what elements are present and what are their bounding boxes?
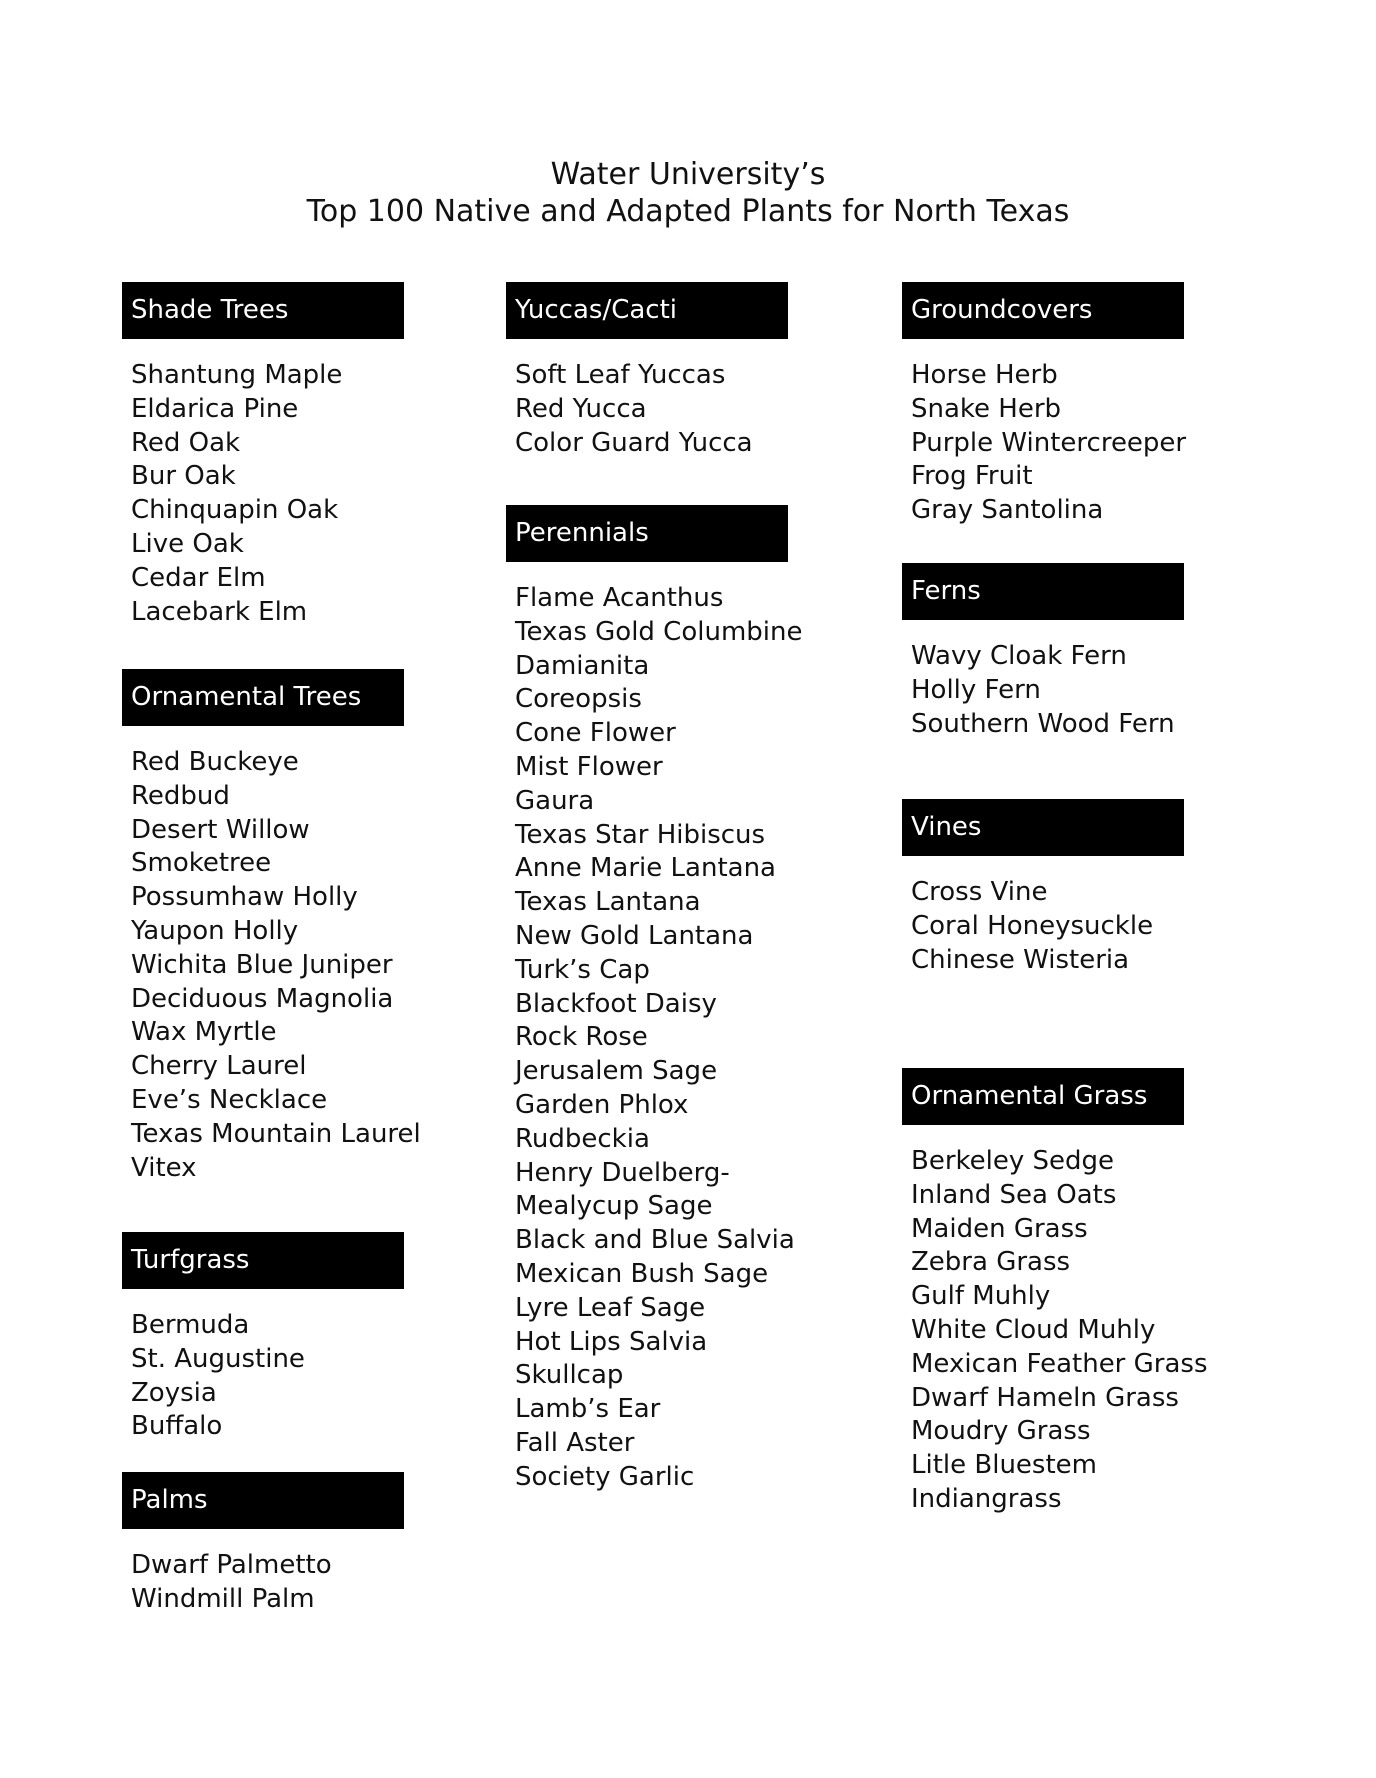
plant-name: Zoysia	[131, 1377, 217, 1408]
plant-name: Texas Star Hibiscus	[515, 819, 766, 850]
plant-name: Cone Flower	[515, 718, 676, 749]
plant-name: Rock Rose	[515, 1022, 648, 1053]
plant-name: Possumhaw Holly	[131, 882, 358, 913]
category-header: Groundcovers	[902, 282, 1184, 339]
plant-list	[506, 359, 886, 460]
title-line-1: Water University’s	[550, 157, 826, 192]
plant-category	[122, 1232, 502, 1444]
plant-name: Vitex	[131, 1152, 197, 1183]
plant-name: Litle Bluestem	[911, 1450, 1097, 1481]
plant-name: Henry Duelberg-	[515, 1157, 730, 1188]
plant-category	[902, 799, 1282, 977]
plant-name: Chinese Wisteria	[911, 944, 1130, 975]
plant-name: Yaupon Holly	[131, 915, 299, 946]
plant-name: Shantung Maple	[131, 360, 343, 390]
plant-name: Deciduous Magnolia	[131, 983, 394, 1014]
category-header: Yuccas/Cacti	[506, 282, 788, 339]
plant-name: Mexican Feather Grass	[911, 1348, 1208, 1379]
plant-list	[506, 582, 886, 1495]
plant-list	[122, 1309, 502, 1444]
plant-name: Texas Lantana	[515, 887, 701, 918]
category-header: Palms	[122, 1472, 404, 1529]
plant-name: Bermuda	[131, 1310, 250, 1340]
plant-name: Turk’s Cap	[515, 954, 650, 985]
plant-name: Lacebark Elm	[131, 596, 308, 627]
plant-name: Berkeley Sedge	[911, 1146, 1115, 1176]
plant-category	[902, 563, 1282, 741]
plant-list	[902, 359, 1282, 528]
plant-name: Horse Herb	[911, 360, 1058, 390]
plant-name: Gulf Muhly	[911, 1281, 1051, 1312]
plant-name: Color Guard Yucca	[515, 427, 753, 458]
plant-category	[122, 669, 502, 1185]
plant-name: Desert Willow	[131, 814, 310, 845]
plant-name: Cherry Laurel	[131, 1051, 307, 1082]
plant-category	[122, 1472, 502, 1617]
plant-name: Society Garlic	[515, 1461, 695, 1492]
plant-name: Cedar Elm	[131, 562, 266, 593]
plant-name: Chinquapin Oak	[131, 495, 339, 526]
plant-name: Black and Blue Salvia	[515, 1225, 795, 1256]
plant-category	[902, 282, 1282, 528]
plant-list	[902, 1145, 1282, 1517]
plant-name: St. Augustine	[131, 1343, 305, 1374]
title-line-2: Top 100 Native and Adapted Plants for North Texas	[306, 194, 1070, 229]
plant-name: Frog Fruit	[911, 461, 1033, 492]
plant-name: Wichita Blue Juniper	[131, 949, 393, 980]
plant-name: Windmill Palm	[131, 1583, 315, 1614]
plant-category	[506, 282, 886, 460]
plant-name: Rudbeckia	[515, 1123, 650, 1154]
plant-category	[506, 505, 886, 1495]
plant-list	[122, 1549, 502, 1617]
plant-name: Lyre Leaf Sage	[515, 1292, 706, 1323]
plant-name: Flame Acanthus	[515, 583, 724, 613]
plant-list	[122, 359, 502, 629]
plant-name: Anne Marie Lantana	[515, 853, 776, 884]
plant-name: Gray Santolina	[911, 495, 1104, 526]
plant-name: Zebra Grass	[911, 1247, 1071, 1278]
plant-name: Mist Flower	[515, 751, 663, 782]
page-title	[0, 156, 1376, 230]
plant-name: Bur Oak	[131, 461, 236, 492]
plant-name: Jerusalem Sage	[515, 1056, 718, 1087]
plant-name: Eldarica Pine	[131, 393, 299, 424]
plant-name: Live Oak	[131, 528, 244, 559]
category-header: Vines	[902, 799, 1184, 856]
plant-list	[902, 876, 1282, 977]
plant-name: Texas Mountain Laurel	[131, 1118, 421, 1149]
plant-name: Red Oak	[131, 427, 241, 458]
plant-name: Redbud	[131, 780, 230, 811]
plant-name: Skullcap	[515, 1360, 624, 1391]
plant-name: Smoketree	[131, 848, 272, 879]
plant-name: Red Yucca	[515, 393, 647, 424]
plant-name: Indiangrass	[911, 1483, 1062, 1514]
plant-name: Coreopsis	[515, 684, 642, 715]
plant-name: Lamb’s Ear	[515, 1394, 661, 1425]
plant-name: Texas Gold Columbine	[515, 616, 803, 647]
plant-name: Hot Lips Salvia	[515, 1326, 708, 1357]
plant-name: Maiden Grass	[911, 1213, 1088, 1244]
plant-name: Inland Sea Oats	[911, 1179, 1117, 1210]
plant-name: Mealycup Sage	[515, 1191, 713, 1222]
category-header: Shade Trees	[122, 282, 404, 339]
plant-name: Fall Aster	[515, 1427, 635, 1458]
plant-name: Southern Wood Fern	[911, 708, 1175, 739]
plant-name: Wavy Cloak Fern	[911, 641, 1127, 671]
plant-name: Moudry Grass	[911, 1416, 1091, 1447]
plant-name: Gaura	[515, 785, 595, 816]
plant-name: New Gold Lantana	[515, 920, 754, 951]
category-header: Perennials	[506, 505, 788, 562]
plant-name: Cross Vine	[911, 877, 1048, 907]
plant-name: Holly Fern	[911, 674, 1041, 705]
plant-name: White Cloud Muhly	[911, 1314, 1156, 1345]
plant-list	[902, 640, 1282, 741]
plant-name: Dwarf Palmetto	[131, 1550, 332, 1580]
plant-name: Red Buckeye	[131, 747, 299, 777]
plant-name: Blackfoot Daisy	[515, 988, 717, 1019]
plant-name: Snake Herb	[911, 393, 1062, 424]
plant-name: Damianita	[515, 650, 650, 681]
plant-name: Dwarf Hameln Grass	[911, 1382, 1179, 1413]
plant-name: Garden Phlox	[515, 1089, 689, 1120]
plant-list	[122, 746, 502, 1185]
plant-category	[122, 282, 502, 629]
plant-name: Wax Myrtle	[131, 1017, 277, 1048]
plant-name: Coral Honeysuckle	[911, 910, 1154, 941]
plant-name: Purple Wintercreeper	[911, 427, 1187, 458]
plant-name: Buffalo	[131, 1411, 223, 1442]
plant-name: Eve’s Necklace	[131, 1084, 328, 1115]
category-header: Ornamental Grass	[902, 1068, 1184, 1125]
category-header: Ornamental Trees	[122, 669, 404, 726]
category-header: Turfgrass	[122, 1232, 404, 1289]
category-header: Ferns	[902, 563, 1184, 620]
plant-name: Soft Leaf Yuccas	[515, 360, 726, 390]
plant-name: Mexican Bush Sage	[515, 1258, 769, 1289]
plant-category	[902, 1068, 1282, 1517]
